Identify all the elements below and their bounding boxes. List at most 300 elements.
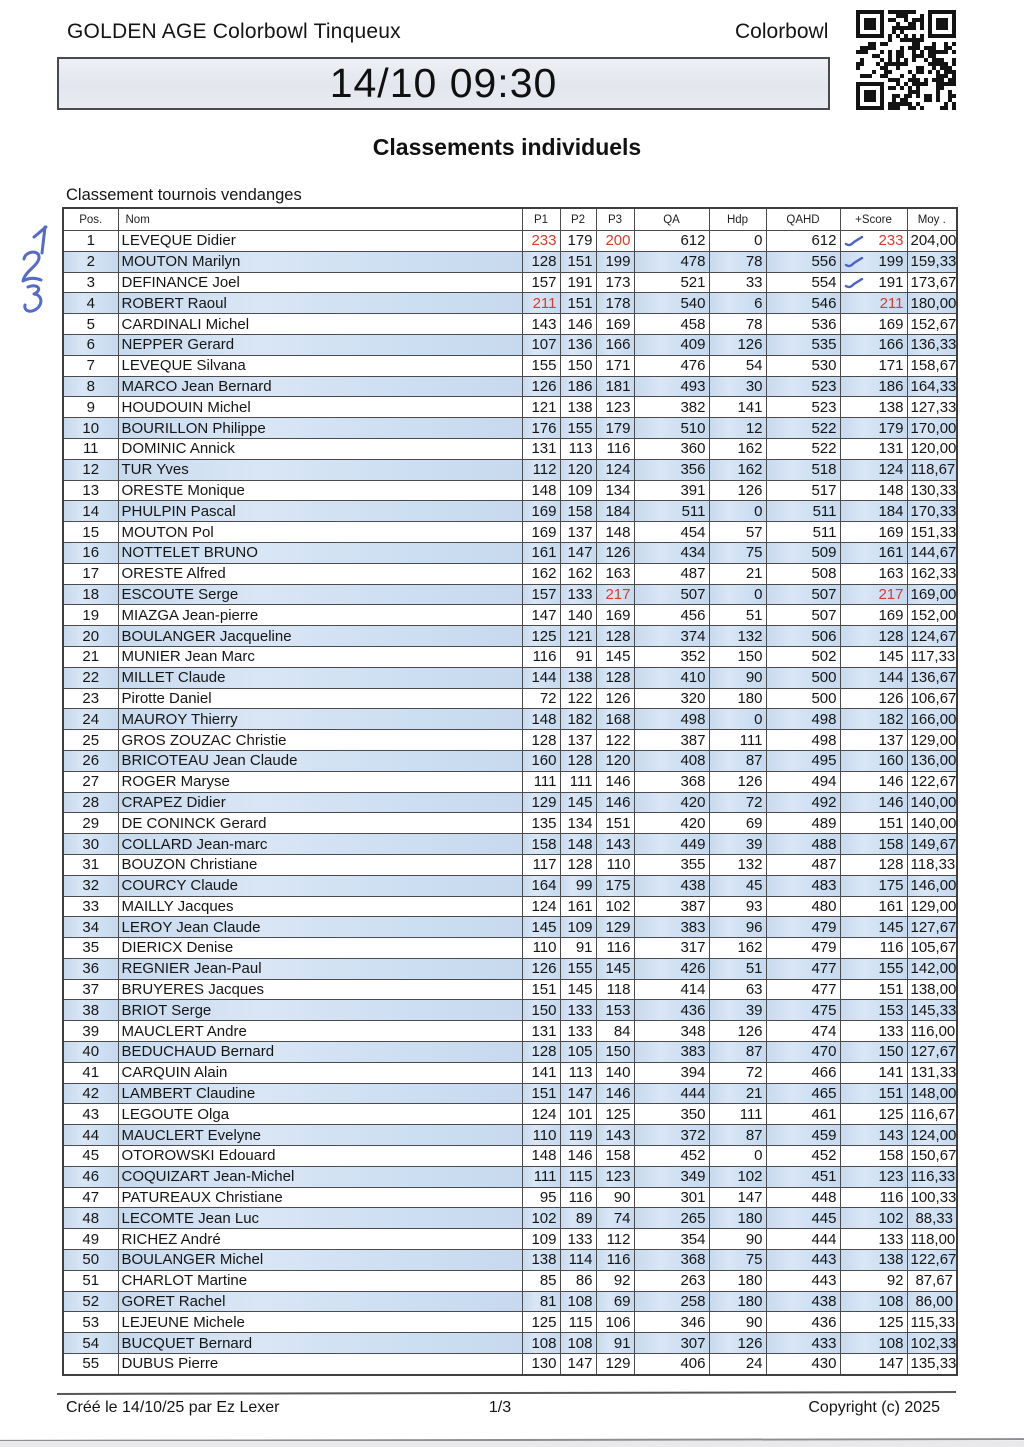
cell-p1 — [522, 355, 560, 376]
cell-score — [840, 1062, 907, 1083]
table-row — [63, 314, 957, 335]
cell-qa-value: 391 — [680, 481, 706, 499]
cell-qa-value: 368 — [680, 1251, 706, 1269]
cell-p2 — [560, 355, 596, 376]
brand-name: Colorbowl — [735, 20, 829, 43]
cell-nom — [118, 1187, 522, 1208]
cell-p3 — [596, 917, 634, 938]
cell-qahd-value: 498 — [811, 710, 837, 728]
cell-score — [840, 875, 907, 896]
cell-qa — [634, 730, 709, 751]
cell-p2-value: 133 — [567, 1022, 593, 1040]
cell-p3-value: 92 — [613, 1272, 631, 1290]
cell-p1 — [522, 1291, 560, 1312]
cell-p2 — [560, 334, 596, 355]
cell-p2-value: 147 — [567, 1355, 593, 1373]
cell-qahd — [766, 1021, 840, 1042]
cell-moy — [907, 1250, 957, 1271]
cell-score-value: 233 — [878, 232, 904, 250]
cell-pos — [63, 750, 118, 771]
cell-p2-value: 91 — [575, 648, 593, 666]
cell-p3-value: 116 — [606, 440, 631, 458]
cell-pos — [63, 730, 118, 751]
cell-nom-value: MILLET Claude — [121, 669, 226, 687]
cell-qahd-value: 536 — [811, 315, 837, 333]
cell-p3-value: 84 — [613, 1022, 631, 1040]
cell-p2-value: 138 — [567, 398, 593, 416]
cell-qahd-value: 500 — [811, 669, 837, 687]
cell-qa — [634, 522, 709, 543]
cell-qahd — [766, 563, 840, 584]
cell-p3 — [596, 730, 634, 751]
cell-p1 — [522, 314, 560, 335]
cell-qahd — [766, 522, 840, 543]
cell-p3-value: 217 — [605, 585, 631, 603]
cell-moy — [907, 958, 957, 979]
cell-nom-value: BOULANGER Jacqueline — [121, 627, 292, 645]
cell-nom — [118, 730, 522, 751]
cell-score — [840, 1104, 907, 1125]
cell-qa-value: 263 — [680, 1272, 706, 1290]
cell-moy-value: 152,00 — [910, 606, 957, 624]
cell-moy — [907, 314, 957, 335]
cell-score-value: 138 — [878, 398, 904, 416]
cell-hdp-value: 111 — [739, 1105, 763, 1123]
cell-p1-value: 161 — [531, 544, 557, 562]
cell-qahd-value: 507 — [811, 606, 837, 624]
cell-score — [840, 397, 907, 418]
cell-p1 — [522, 730, 560, 751]
cell-p3-value: 150 — [605, 1043, 631, 1061]
table-row — [63, 584, 957, 605]
cell-qahd — [766, 251, 840, 272]
cell-hdp-value: 87 — [745, 752, 763, 770]
cell-moy-value: 124,67 — [910, 627, 957, 645]
table-row — [63, 1187, 957, 1208]
cell-nom-value: MAUROY Thierry — [121, 710, 238, 728]
cell-nom-value: COLLARD Jean-marc — [121, 835, 268, 853]
handwritten-digit-1 — [34, 227, 46, 253]
cell-pos-value: 25 — [82, 731, 100, 749]
cell-nom-value: MIAZGA Jean-pierre — [121, 606, 259, 624]
cell-p1 — [522, 1062, 560, 1083]
cell-score-value: 146 — [878, 793, 904, 811]
cell-p3 — [596, 563, 634, 584]
cell-moy — [907, 979, 957, 1000]
cell-p2-value: 128 — [567, 752, 593, 770]
cell-p3-value: 181 — [605, 377, 631, 395]
cell-score-value: 128 — [878, 856, 904, 874]
table-row — [63, 1229, 957, 1250]
cell-nom — [118, 542, 522, 563]
cell-moy-value: 152,67 — [910, 315, 957, 333]
cell-p1-value: 148 — [531, 481, 557, 499]
cell-pos — [63, 314, 118, 335]
cell-p3-value: 178 — [605, 294, 631, 312]
cell-nom — [118, 792, 522, 813]
cell-p1-value: 72 — [539, 689, 557, 707]
cell-moy — [907, 875, 957, 896]
cell-qa-value: 368 — [680, 773, 706, 791]
cell-score-value: 171 — [878, 357, 904, 375]
cell-score-value: 102 — [878, 1209, 904, 1227]
cell-pos — [63, 1333, 118, 1354]
cell-score — [840, 355, 907, 376]
cell-pos — [63, 1291, 118, 1312]
cell-qa — [634, 314, 709, 335]
cell-hdp-value: 45 — [745, 877, 763, 895]
cell-qahd-value: 546 — [811, 294, 837, 312]
cell-moy-value: 136,67 — [910, 669, 957, 687]
cell-hdp-value: 0 — [754, 585, 763, 603]
cell-p2 — [560, 792, 596, 813]
cell-qahd — [766, 834, 840, 855]
cell-qa — [634, 542, 709, 563]
cell-p3-value: 129 — [605, 918, 631, 936]
cell-moy — [907, 522, 957, 543]
cell-pos-value: 11 — [82, 440, 99, 458]
cell-p2 — [560, 1166, 596, 1187]
cell-p1 — [522, 542, 560, 563]
cell-qahd — [766, 1354, 840, 1375]
cell-p2 — [560, 1083, 596, 1104]
cell-qahd-value: 477 — [811, 981, 837, 999]
cell-hdp-value: 87 — [745, 1043, 763, 1061]
cell-qa — [634, 1229, 709, 1250]
cell-p1-value: 155 — [531, 357, 557, 375]
table-row — [63, 1291, 957, 1312]
cell-qa-value: 420 — [680, 793, 706, 811]
cell-nom-value: MARCO Jean Bernard — [121, 377, 272, 395]
cell-nom — [118, 1250, 522, 1271]
cell-qahd — [766, 1083, 840, 1104]
cell-score — [840, 1125, 907, 1146]
cell-p3 — [596, 397, 634, 418]
cell-hdp-value: 162 — [737, 440, 763, 458]
cell-moy — [907, 854, 957, 875]
cell-qa — [634, 1146, 709, 1167]
cell-p1 — [522, 293, 560, 314]
cell-score-value: 166 — [878, 336, 904, 354]
cell-p1 — [522, 938, 560, 959]
cell-moy — [907, 1229, 957, 1250]
cell-pos-value: 10 — [82, 419, 100, 437]
cell-moy-value: 116,33 — [910, 1168, 956, 1186]
cell-p1 — [522, 896, 560, 917]
cell-moy — [907, 1291, 957, 1312]
cell-pos — [63, 875, 118, 896]
cell-moy-value: 130,33 — [910, 481, 957, 499]
table-row — [63, 376, 957, 397]
cell-p2 — [560, 626, 596, 647]
cell-qa — [634, 750, 709, 771]
cell-qahd — [766, 1146, 840, 1167]
cell-hdp-value: 0 — [754, 502, 763, 520]
cell-pos — [63, 584, 118, 605]
cell-nom — [118, 376, 522, 397]
cell-pos — [63, 480, 118, 501]
cell-hdp-value: 51 — [745, 960, 763, 978]
cell-p2 — [560, 563, 596, 584]
cell-qa — [634, 646, 709, 667]
cell-qahd-value: 461 — [811, 1105, 837, 1123]
cell-score — [840, 834, 907, 855]
cell-nom-value: DE CONINCK Gerard — [121, 814, 267, 832]
cell-hdp — [709, 542, 766, 563]
cell-nom-value: ESCOUTE Serge — [121, 585, 239, 603]
cell-p2 — [560, 1042, 596, 1063]
cell-qa-value: 410 — [680, 669, 706, 687]
cell-p1 — [522, 1312, 560, 1333]
table-row — [63, 1354, 957, 1375]
cell-qahd-value: 509 — [811, 544, 837, 562]
cell-moy — [907, 1354, 957, 1375]
cell-moy — [907, 1270, 957, 1291]
cell-pos — [63, 938, 118, 959]
cell-pos-value: 23 — [82, 689, 100, 707]
cell-hdp-value: 87 — [745, 1126, 763, 1144]
table-row — [63, 355, 957, 376]
cell-qahd — [766, 771, 840, 792]
rankings-table — [62, 207, 958, 1376]
cell-p2 — [560, 688, 596, 709]
cell-nom-value: BOURILLON Philippe — [121, 419, 266, 437]
cell-qahd — [766, 605, 840, 626]
cell-qa — [634, 667, 709, 688]
cell-p2-value: 99 — [575, 877, 593, 895]
cell-p3 — [596, 1229, 634, 1250]
cell-moy — [907, 418, 957, 439]
cell-p2-value: 182 — [567, 710, 593, 728]
cell-p3-value: 129 — [605, 1355, 631, 1373]
cell-p3-value: 128 — [605, 627, 631, 645]
cell-nom — [118, 626, 522, 647]
cell-pos — [63, 293, 118, 314]
cell-hdp-value: 96 — [745, 918, 763, 936]
cell-qahd-value: 535 — [811, 336, 837, 354]
cell-pos-value: 30 — [82, 835, 100, 853]
cell-score-value: 160 — [878, 752, 904, 770]
cell-p2 — [560, 1062, 596, 1083]
cell-p1 — [522, 1270, 560, 1291]
cell-hdp-value: 141 — [737, 398, 763, 416]
cell-p2 — [560, 1000, 596, 1021]
cell-p1-value: 108 — [531, 1334, 557, 1352]
cell-hdp-value: 33 — [745, 273, 763, 291]
cell-qahd-value: 475 — [811, 1001, 837, 1019]
cell-nom-value: NOTTELET BRUNO — [121, 544, 258, 562]
cell-qahd — [766, 1270, 840, 1291]
cell-pos — [63, 522, 118, 543]
cell-p3-value: 118 — [606, 981, 631, 999]
cell-p1 — [522, 917, 560, 938]
cell-p1-value: 233 — [531, 232, 557, 250]
cell-p2-value: 134 — [567, 814, 593, 832]
cell-nom — [118, 334, 522, 355]
cell-qahd — [766, 1104, 840, 1125]
cell-score — [840, 231, 907, 252]
cell-nom — [118, 272, 522, 293]
cell-p2 — [560, 667, 596, 688]
cell-p1 — [522, 854, 560, 875]
cell-p3 — [596, 1021, 634, 1042]
cell-hdp — [709, 355, 766, 376]
cell-score-value: 123 — [878, 1168, 904, 1186]
cell-qahd — [766, 667, 840, 688]
cell-qahd — [766, 854, 840, 875]
cell-hdp — [709, 1166, 766, 1187]
cell-score — [840, 542, 907, 563]
rankings-table-body — [63, 231, 957, 1375]
cell-hdp-value: 126 — [737, 481, 763, 499]
cell-pos-value: 53 — [82, 1313, 100, 1331]
header-row — [63, 208, 957, 231]
cell-pos-value: 20 — [82, 627, 100, 645]
cell-score — [840, 293, 907, 314]
cell-score — [840, 563, 907, 584]
cell-p3-value: 112 — [606, 1230, 631, 1248]
table-row — [63, 938, 957, 959]
cell-p3 — [596, 1270, 634, 1291]
cell-p2 — [560, 459, 596, 480]
cell-qa-value: 354 — [680, 1230, 706, 1248]
cell-score — [840, 1270, 907, 1291]
cell-score — [840, 1312, 907, 1333]
cell-qahd-value: 494 — [811, 773, 837, 791]
cell-score — [840, 1291, 907, 1312]
cell-p2-value: 91 — [575, 939, 593, 957]
cell-p1 — [522, 646, 560, 667]
table-row — [63, 709, 957, 730]
cell-p1 — [522, 397, 560, 418]
cell-p3 — [596, 1166, 634, 1187]
table-row — [63, 542, 957, 563]
cell-qa — [634, 1021, 709, 1042]
cell-score — [840, 1021, 907, 1042]
cell-qahd-value: 443 — [811, 1251, 837, 1269]
cell-nom — [118, 314, 522, 335]
cell-hdp — [709, 1083, 766, 1104]
cell-score-value: 116 — [879, 939, 904, 957]
page-title: Classements individuels — [372, 134, 642, 160]
cell-nom — [118, 1333, 522, 1354]
cell-qa-value: 383 — [680, 1043, 706, 1061]
cell-p2 — [560, 438, 596, 459]
table-row — [63, 1000, 957, 1021]
cell-score-value: 141 — [878, 1064, 904, 1082]
cell-score-value: 108 — [878, 1293, 904, 1311]
cell-qahd-value: 488 — [811, 835, 837, 853]
cell-score-value: 182 — [878, 710, 904, 728]
cell-pos-value: 42 — [82, 1085, 100, 1103]
cell-p3 — [596, 667, 634, 688]
cell-moy-value: 145,33 — [910, 1001, 957, 1019]
cell-score — [840, 750, 907, 771]
cell-hdp-value: 90 — [745, 1230, 763, 1248]
cell-moy — [907, 813, 957, 834]
pen-checkmark-icon — [844, 278, 864, 290]
cell-hdp — [709, 563, 766, 584]
cell-qa-value: 426 — [680, 960, 706, 978]
cell-qa — [634, 1125, 709, 1146]
cell-p2-value: 133 — [567, 1001, 593, 1019]
cell-p2 — [560, 896, 596, 917]
cell-score-value: 116 — [879, 1189, 904, 1207]
cell-nom — [118, 979, 522, 1000]
column-header-p2: P2 — [560, 208, 596, 231]
cell-qa-value: 493 — [680, 377, 706, 395]
footer-copyright: Copyright (c) 2025 — [808, 1399, 940, 1416]
cell-score-value: 92 — [886, 1272, 904, 1290]
cell-nom-value: LEVEQUE Silvana — [121, 357, 246, 375]
cell-qahd — [766, 418, 840, 439]
table-row — [63, 1062, 957, 1083]
cell-qahd-value: 506 — [811, 627, 837, 645]
table-row — [63, 958, 957, 979]
cell-p2-value: 108 — [567, 1334, 593, 1352]
cell-pos — [63, 1146, 118, 1167]
cell-score-value: 133 — [878, 1022, 904, 1040]
cell-pos-value: 31 — [82, 856, 100, 874]
cell-p3 — [596, 231, 634, 252]
cell-hdp-value: 21 — [745, 565, 763, 583]
cell-p2-value: 101 — [567, 1105, 593, 1123]
cell-p3-value: 146 — [605, 773, 631, 791]
cell-p2-value: 137 — [567, 731, 593, 749]
cell-hdp — [709, 334, 766, 355]
cell-p3 — [596, 293, 634, 314]
cell-p2 — [560, 1021, 596, 1042]
cell-p3 — [596, 1291, 634, 1312]
cell-p2 — [560, 813, 596, 834]
cell-p1-value: 117 — [532, 856, 557, 874]
cell-score — [840, 1000, 907, 1021]
cell-qa — [634, 251, 709, 272]
cell-qahd-value: 436 — [811, 1313, 837, 1331]
cell-p2-value: 115 — [568, 1313, 593, 1331]
cell-pos-value: 8 — [86, 377, 95, 395]
cell-p1 — [522, 875, 560, 896]
cell-nom — [118, 813, 522, 834]
cell-p1-value: 95 — [539, 1189, 557, 1207]
cell-moy-value: 124,00 — [910, 1126, 957, 1144]
cell-p2-value: 148 — [567, 835, 593, 853]
cell-pos — [63, 1166, 118, 1187]
cell-pos — [63, 1187, 118, 1208]
cell-nom — [118, 917, 522, 938]
footer-rule — [57, 1391, 956, 1395]
cell-qa — [634, 688, 709, 709]
cell-nom-value: ROGER Maryse — [121, 773, 230, 791]
cell-moy-value: 170,00 — [910, 419, 957, 437]
cell-p1-value: 129 — [531, 793, 557, 811]
cell-moy — [907, 896, 957, 917]
qr-code-icon — [856, 8, 958, 112]
cell-score-value: 199 — [878, 253, 904, 271]
cell-hdp-value: 6 — [754, 294, 763, 312]
cell-moy — [907, 688, 957, 709]
table-row — [63, 1312, 957, 1333]
cell-pos-value: 12 — [82, 461, 100, 479]
cell-nom-value: RICHEZ André — [121, 1230, 221, 1248]
cell-qa-value: 458 — [680, 315, 706, 333]
cell-qahd — [766, 1333, 840, 1354]
cell-pos — [63, 459, 118, 480]
cell-moy-value: 159,33 — [910, 253, 957, 271]
cell-p2-value: 140 — [567, 606, 593, 624]
cell-pos-value: 32 — [82, 877, 100, 895]
cell-p1 — [522, 688, 560, 709]
